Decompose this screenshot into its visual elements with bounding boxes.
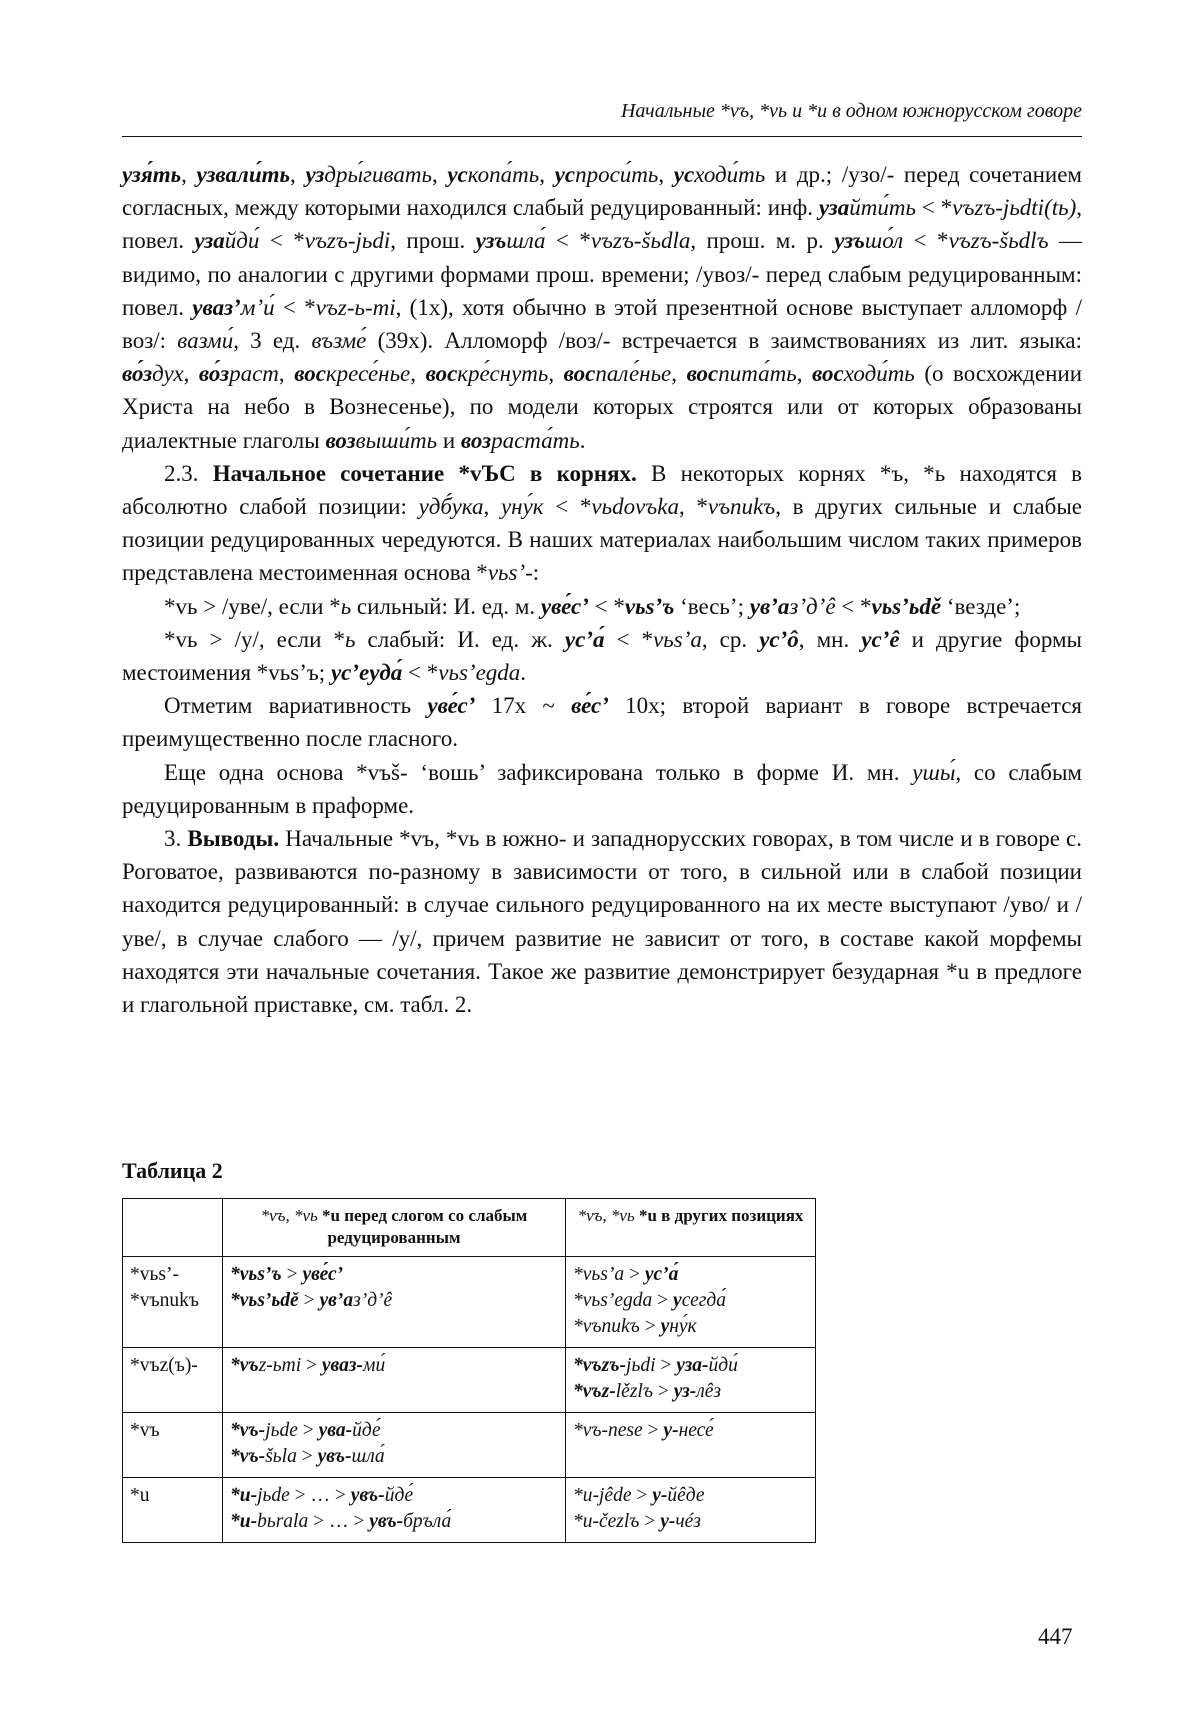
text-run: кре́снуть [457, 361, 549, 387]
text-run: ь [340, 593, 352, 619]
text-run: йди́ [708, 1355, 738, 1376]
body-text [122, 158, 1082, 1021]
text-run: ус [673, 162, 695, 187]
text-run: *vь > /у/, если * [164, 626, 346, 652]
text-run: ув’а [319, 1290, 354, 1311]
other-position-cell [566, 1348, 816, 1413]
cell-line: *vъnukъ [130, 1290, 199, 1311]
text-run: уве́с’ [427, 693, 476, 719]
text-run: узъ [475, 228, 507, 254]
cell-line: *vъ [130, 1420, 160, 1441]
row-key-cell [123, 1413, 223, 1478]
text-run: слабый: И. ед. ж. [355, 626, 565, 652]
text-run: уваз- [321, 1355, 363, 1376]
paragraph [122, 590, 1082, 623]
text-run: , [431, 162, 448, 187]
text-run: : [532, 560, 540, 586]
text-run: и другие формы местоимения *vьs’ъ; [122, 626, 1082, 686]
table-row [123, 1348, 816, 1413]
text-run: бръла́ [403, 1511, 452, 1532]
text-run: В некоторых корнях *ъ, *ь находятся в абсолютно слабой позиции: [122, 460, 1083, 520]
text-run: уве́с’ [540, 593, 589, 619]
text-run: копа́ть [467, 162, 540, 187]
text-run: , [658, 162, 674, 187]
text-run: вос [294, 361, 326, 387]
text-run: — видимо, по аналогии с другими формами прош. времени; /увоз/- перед слабым редуцированным: повел. [122, 228, 1082, 320]
row-key-cell [123, 1257, 223, 1348]
text-run: во́з [198, 361, 230, 387]
text-run: > [642, 1420, 664, 1441]
weak-position-cell [223, 1478, 566, 1543]
text-run: *vъ, *vь [577, 1206, 635, 1225]
text-run: < * [402, 660, 439, 686]
cell-line: *vъz(ъ)- [130, 1355, 198, 1376]
table-row [123, 1413, 816, 1478]
weak-position-cell [223, 1257, 566, 1348]
text-run: ми́ [363, 1355, 386, 1376]
text-run: ус’ô [759, 626, 799, 652]
text-run: , (1х), хотя обычно в этой презентной основе выступает алломорф /воз/: [122, 294, 1082, 354]
text-run: *vьs’ьdě [230, 1290, 299, 1311]
cell-line [230, 1444, 558, 1470]
text-run: вос [686, 361, 719, 387]
text-run: vьs’ъ [624, 593, 675, 619]
cell-line [573, 1483, 808, 1509]
text-run: vьdovъka [591, 494, 679, 520]
text-run: уве́с’ [302, 1264, 344, 1285]
text-run: удб́ука [418, 494, 484, 520]
cell-line [573, 1509, 808, 1535]
cell-line [573, 1288, 808, 1314]
text-run: ве́с’ [571, 693, 609, 719]
text-run: пале́нье [595, 361, 672, 387]
text-run: ус [554, 162, 576, 187]
text-run: и др.; /узо/- перед сочетанием согласных, между которыми находился слабый редуцированный: инф. [122, 162, 1082, 221]
text-run: ус’еуда́ [330, 660, 403, 686]
cell-line [573, 1262, 808, 1288]
text-run: vьs’- [487, 560, 533, 586]
text-run: у [660, 1316, 670, 1337]
text-run: з’д’ê [353, 1290, 393, 1311]
text-run: 17х ~ [475, 693, 572, 719]
text-run: ус’а́ [564, 626, 605, 652]
cell-line [573, 1314, 808, 1340]
text-run: *vъzъ- [573, 1355, 627, 1376]
text-run: Выводы. [187, 826, 280, 852]
text-run: ‘весь’; [674, 593, 750, 619]
page-number: 447 [1038, 1624, 1073, 1649]
text-run: лêз [696, 1381, 721, 1402]
text-run: уваз’ [192, 294, 241, 320]
text-run: < * [545, 228, 591, 254]
cell-line [230, 1353, 558, 1379]
text-run: уну́к [500, 494, 544, 520]
text-run: *vьs’a [573, 1264, 625, 1285]
text-run: , прош. [390, 228, 476, 254]
text-run: vъzъ-jьdti(tь) [952, 195, 1077, 221]
other-position-cell [566, 1257, 816, 1348]
text-run: ув’а [749, 593, 790, 619]
text-run: пита́ть [718, 361, 797, 387]
text-run: увъ- [317, 1446, 352, 1467]
text-run: , * [678, 494, 708, 520]
text-run: < * [274, 294, 316, 320]
text-run: ходи́ть [694, 162, 766, 187]
text-run: ь [345, 626, 356, 652]
text-run: lězlъ [615, 1381, 653, 1402]
text-run: 3. [164, 826, 188, 852]
row-key-cell [123, 1348, 223, 1413]
text-run: vьs’ьdě [871, 593, 942, 619]
text-run: > [652, 1381, 674, 1402]
text-run: vьs’a [653, 626, 702, 652]
paragraph [122, 756, 1082, 822]
running-title: Начальные *vъ, *vь и *u в одном южнорусском говоре [620, 100, 1082, 122]
text-run: *u-čezlъ [573, 1511, 640, 1532]
text-run: vьs’egda [438, 660, 521, 686]
text-run: ‘везде’; [941, 593, 1021, 619]
text-run: vъz-ь-mi [315, 294, 396, 320]
text-run: шо́л [864, 228, 904, 254]
text-run: дры́гивать [324, 162, 432, 187]
cell-line [230, 1509, 558, 1535]
text-run: (39х). Алломорф /воз/- встречается в заимствованиях из лит. языка: [366, 328, 1083, 354]
text-run: , [183, 361, 199, 387]
text-run: сильный: И. ед. м. [351, 593, 541, 619]
text-run: *vьs’egda [573, 1290, 653, 1311]
table-caption: Таблица 2 [122, 1158, 223, 1183]
text-run: *vъ- [230, 1446, 266, 1467]
paragraph [122, 623, 1082, 689]
text-run: < * [604, 626, 654, 652]
text-run: вазми́ [177, 328, 234, 354]
cell-line [573, 1353, 808, 1379]
text-run: vъzъ-šьdlъ [948, 228, 1049, 254]
cell-line [573, 1418, 808, 1444]
text-run: *vъz- [573, 1381, 616, 1402]
text-run: > [301, 1355, 322, 1376]
text-run: йде́ [384, 1485, 414, 1506]
text-run: *u- [230, 1485, 258, 1506]
text-run: Еще одна основа *vъš- ‘вошь’ зафиксирована только в форме И. мн. [164, 759, 913, 785]
text-run: узя́ть [122, 162, 182, 187]
text-run: ходи́ть [843, 361, 915, 387]
text-run: , [290, 162, 306, 187]
text-run: , [278, 361, 295, 387]
column-header [566, 1199, 816, 1257]
text-run: , [548, 361, 564, 387]
text-run: , в других сильные и слабые позиции редуцированных чередуются. В наших материалах наибольшим числом таких примеров представлена местоименная основа * [122, 494, 1082, 586]
text-run: > [652, 1290, 674, 1311]
text-run: Начальное сочетание *vЪС в корнях. [212, 460, 637, 486]
text-run: < * [543, 494, 592, 520]
text-run: вос [563, 361, 596, 387]
text-run: 2.3. [164, 460, 213, 486]
text-run: ну́к [669, 1316, 697, 1337]
cell-line [230, 1262, 558, 1288]
text-run: , [671, 361, 687, 387]
text-run: < * [588, 593, 625, 619]
running-header [122, 96, 1082, 137]
text-run: . [520, 660, 527, 686]
text-run: выши́ть [355, 427, 438, 453]
text-run: уза- [676, 1355, 709, 1376]
text-run: ува- [318, 1420, 353, 1441]
text-run: йêде [667, 1485, 705, 1506]
text-run: . [579, 427, 586, 453]
text-run: šьla [265, 1446, 297, 1467]
text-run: > [297, 1420, 319, 1441]
text-run: > [631, 1485, 653, 1506]
text-run: уза [818, 195, 850, 221]
text-run: увъ- [350, 1485, 385, 1506]
text-run: *u- [230, 1511, 258, 1532]
text-run: сегда́ [681, 1290, 726, 1311]
paragraph [122, 158, 1082, 457]
text-run: , повел. [122, 195, 1082, 254]
text-run: йди́ [224, 228, 260, 254]
column-header [223, 1199, 566, 1257]
text-run: узвали́ть [196, 162, 291, 187]
text-run: vъnukъ [707, 494, 776, 520]
text-run: уза [194, 228, 225, 254]
text-run: *vъ, *vь [260, 1206, 318, 1225]
text-run: > [296, 1446, 318, 1467]
text-run: Начальные *vъ, *vь в южно- и западнорусских говорах, в том числе и в говоре с. Роговатое, развиваются по-разному в зависимости от того, в сильной или в слабой позиции находится редуцированный: в случае сильного редуцированного на их месте выступают /уво/ и /уве/, в случае слабого — /у/, причем развитие не зависит от того, в составе какой морфемы находятся эти начальные сочетания. Такое же развитие демонстрирует безударная *u в предлоге и глагольной приставке, см. табл. 2. [122, 826, 1082, 1018]
cell-line [230, 1288, 558, 1314]
text-run: , [410, 361, 426, 387]
table-row [123, 1257, 816, 1348]
text-run: узъ [834, 228, 865, 254]
text-run: , ср. [701, 626, 760, 652]
text-run: у- [663, 1420, 679, 1441]
text-run: < * [259, 228, 305, 254]
text-run: > [298, 1290, 320, 1311]
text-run: *vъ-nese [573, 1420, 643, 1441]
text-run: > [655, 1355, 677, 1376]
text-run: *vь > /уве/, если * [164, 593, 341, 619]
text-run: vъzъ-šьdla [590, 228, 691, 254]
text-run: (о восхождении Христа на небо в Вознесенье), по модели которых строятся или от которых образованы диалектные глаголы [122, 361, 1083, 453]
text-run: възме́ [311, 328, 367, 354]
text-run: ус’а́ [644, 1264, 679, 1285]
paragraph [122, 822, 1082, 1021]
text-run: шла́ [506, 228, 546, 254]
text-run: *vъ [230, 1355, 259, 1376]
table-row [123, 1478, 816, 1543]
text-run: *vъ- [230, 1420, 266, 1441]
text-run: , прош. м. р. [690, 228, 835, 254]
text-run: jьde [265, 1420, 298, 1441]
paragraph [122, 689, 1082, 755]
column-header [123, 1199, 223, 1257]
text-run: *vъnukъ [573, 1316, 640, 1337]
cell-line: *u [130, 1485, 150, 1506]
text-run: 10х; второй вариант в говоре встречается преимущественно после гласного. [122, 693, 1082, 752]
cell-line: *vьs’- [130, 1264, 179, 1285]
text-run: воз [325, 427, 356, 453]
cell-line [573, 1379, 808, 1405]
text-run: раста́ть [491, 427, 580, 453]
text-run: , [483, 494, 501, 520]
text-run: уз- [673, 1381, 697, 1402]
text-run: *u перед слогом со слабым редуцированным [317, 1206, 528, 1247]
text-run: раст [229, 361, 279, 387]
other-position-cell [566, 1413, 816, 1478]
weak-position-cell [223, 1348, 566, 1413]
text-run: < * [915, 195, 953, 221]
text-run: м’и́ [240, 294, 275, 320]
text-run: несе́ [678, 1420, 714, 1441]
text-run: z-ьmi [258, 1355, 302, 1376]
text-run: jьde [257, 1485, 290, 1506]
text-run: > [639, 1316, 661, 1337]
table-header-row [123, 1199, 816, 1257]
paragraph [122, 457, 1082, 590]
text-run: , мн. [798, 626, 862, 652]
text-run: *u в других позициях [634, 1206, 804, 1225]
text-run: > [639, 1511, 661, 1532]
text-run: ус’ê [861, 626, 900, 652]
cell-line [230, 1418, 558, 1444]
text-run: воз [460, 427, 492, 453]
text-run: > … > [308, 1511, 370, 1532]
text-run: у- [660, 1511, 676, 1532]
table-2 [122, 1198, 816, 1543]
text-run: , [539, 162, 555, 187]
text-run: и [437, 427, 461, 453]
text-run: ушы́ [912, 759, 956, 785]
text-run: > … > [289, 1485, 351, 1506]
row-key-cell [123, 1478, 223, 1543]
text-run: дух [152, 361, 184, 387]
text-run: , 3 ед. [233, 328, 312, 354]
text-run: йде́ [352, 1420, 381, 1441]
text-run: Отметим вариативность [164, 693, 428, 719]
text-run: > [624, 1264, 645, 1285]
text-run: , [181, 162, 197, 187]
weak-position-cell [223, 1413, 566, 1478]
text-run: вос [812, 361, 844, 387]
text-run: кресе́нье [325, 361, 411, 387]
text-run: чéз [675, 1511, 701, 1532]
text-run: шла́ [351, 1446, 385, 1467]
text-run: bьrala [257, 1511, 309, 1532]
text-run: , [796, 361, 813, 387]
text-run: у [673, 1290, 682, 1311]
text-run: увъ- [369, 1511, 404, 1532]
text-run: ус [447, 162, 468, 187]
text-run: *u-jêde [573, 1485, 632, 1506]
text-run: *vьs’ъ [230, 1264, 282, 1285]
text-run: проси́ть [575, 162, 659, 187]
text-run: < * [903, 228, 949, 254]
text-run: < * [835, 593, 872, 619]
text-run: vъzъ-jьdi [304, 228, 391, 254]
text-run: вос [425, 361, 458, 387]
other-position-cell [566, 1478, 816, 1543]
text-run: йти́ть [849, 195, 916, 221]
text-run: уз [305, 162, 325, 187]
text-run: з’д’ê [789, 593, 836, 619]
text-run: jьdi [626, 1355, 656, 1376]
text-run: во́з [122, 361, 153, 387]
text-run: , со слабым редуцированным в праформе. [122, 759, 1082, 818]
text-run: > [281, 1264, 303, 1285]
text-run: у- [652, 1485, 668, 1506]
cell-line [230, 1483, 558, 1509]
